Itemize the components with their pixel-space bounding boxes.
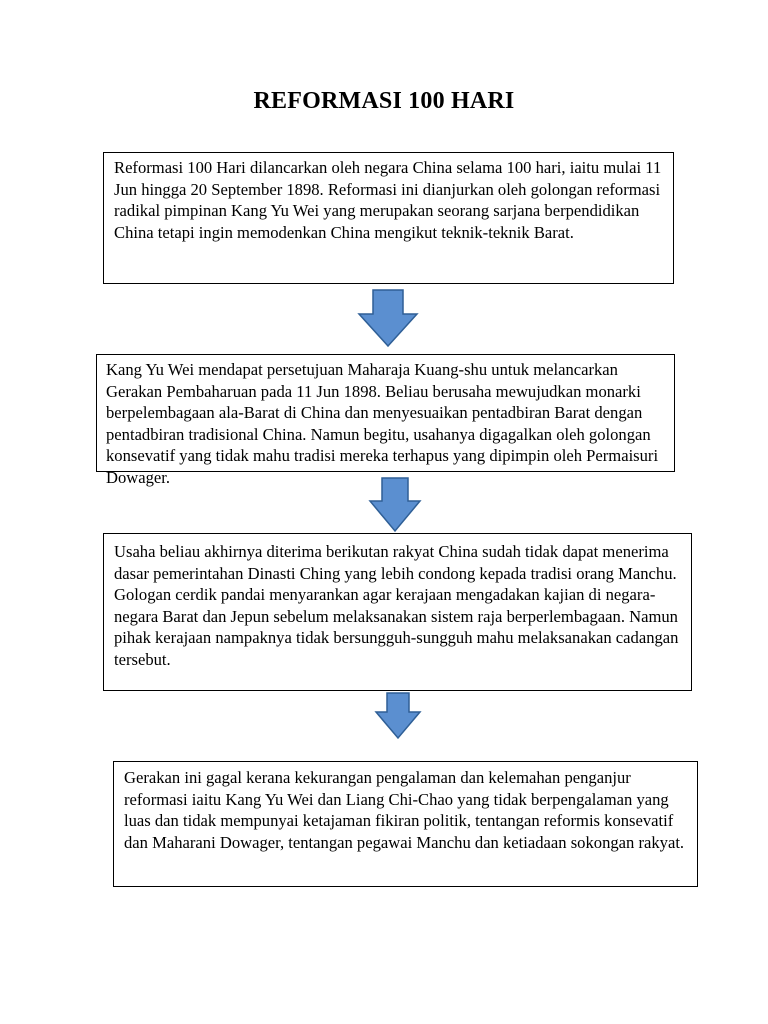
flow-box-2 [96, 354, 675, 487]
page-title: REFORMASI 100 HARI [253, 88, 515, 114]
flow-box-1 [103, 152, 674, 284]
flow-box-4 [113, 761, 698, 887]
down-arrow-1-icon [357, 288, 419, 348]
flow-box-2-text: Kang Yu Wei mendapat persetujuan Maharaja Kuang-shu untuk melancarkan Gerakan Pembaharuan pada 11 Jun 1898. Beliau berusaha mewujudkan monarki berpelembagaan ala-Barat di China dan menyesuaikan pentadbiran Barat dengan pentadbiran tradisional China. Namun begitu, usahanya digagalkan oleh golongan konsevatif yang tidak mahu tradisi mereka terhapus yang dipimpin oleh Permaisuri Dowager. [106, 360, 659, 487]
down-arrow-2-icon [368, 477, 422, 533]
flow-box-3 [103, 533, 692, 691]
flow-box-4-text: Gerakan ini gagal kerana kekurangan pengalaman dan kelemahan penganjur reformasi iaitu Kang Yu Wei dan Liang Chi-Chao yang tidak berpengalaman yang luas dan tidak mempunyai ketajaman fikiran politik, tentangan reformis konsevatif dan Maharani Dowager, tentangan pegawai Manchu dan ketiadaan sokongan rakyat. [124, 768, 685, 852]
flow-box-1-text: Reformasi 100 Hari dilancarkan oleh negara China selama 100 hari, iaitu mulai 11 Jun hingga 20 September 1898. Reformasi ini dianjurkan oleh golongan reformasi radikal pimpinan Kang Yu Wei yang merupakan seorang sarjana berpendidikan China tetapi ingin memodenkan China mengikut teknik-teknik Barat. [114, 158, 662, 242]
flow-box-3-text: Usaha beliau akhirnya diterima berikutan rakyat China sudah tidak dapat menerima dasar pemerintahan Dinasti Ching yang lebih condong kepada tradisi orang Manchu. Gologan cerdik pandai menyarankan agar kerajaan mengadakan kajian di negara-negara Barat dan Jepun sebelum melaksanakan sistem raja berperlembagaan. Namun pihak kerajaan nampaknya tidak bersungguh-sungguh mahu melaksanakan cadangan tersebut. [114, 542, 679, 669]
down-arrow-3-icon [374, 692, 422, 740]
